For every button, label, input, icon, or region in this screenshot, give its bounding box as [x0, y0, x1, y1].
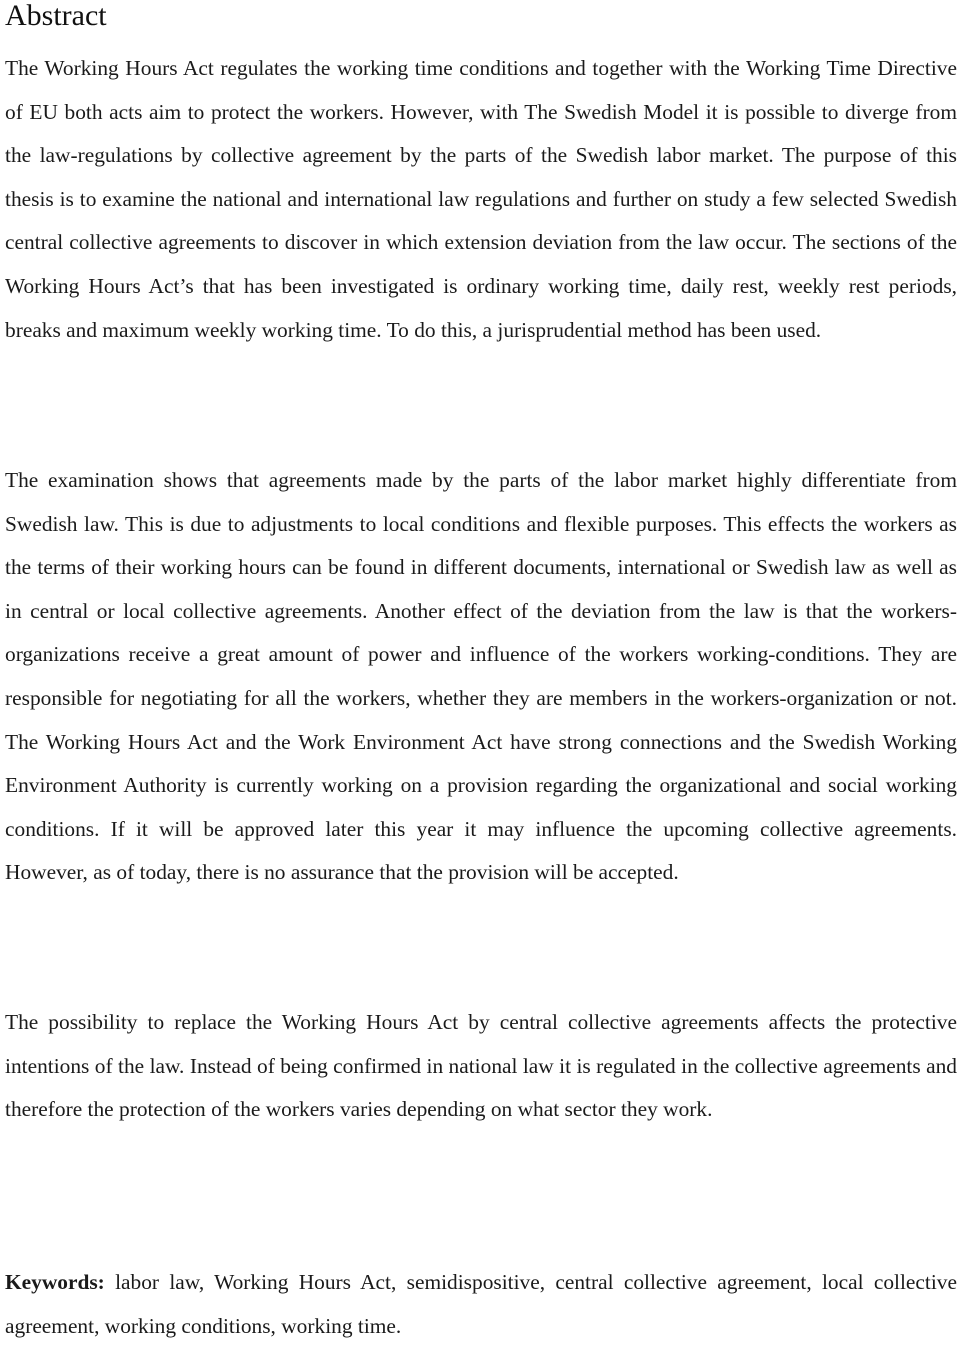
abstract-paragraph-3: The possibility to replace the Working Hours Act by central collective agreements affects the protective intentions of the law. Instead of being confirmed in national law it is regulated in the collective agreements and therefore the protection of the workers varies depending on what sector they work.: [5, 1010, 957, 1122]
keywords-text: labor law, Working Hours Act, semidispositive, central collective agreement, local collective agreement, working conditions, working time.: [5, 1270, 957, 1338]
abstract-heading: Abstract: [5, 0, 107, 32]
abstract-paragraph-2: The examination shows that agreements made by the parts of the labor market highly differentiate from Swedish law. This is due to adjustments to local conditions and flexible purposes. This effects the workers as the terms of their working hours can be found in different documents, international or Swedish law as well as in central or local collective agreements. Another effect of the deviation from the law is that the workers-organizations receive a great amount of power and influence of the workers working-conditions. They are responsible for negotiating for all the workers, whether they are members in the workers-organization or not. The Working Hours Act and the Work Environment Act have strong connections and the Swedish Working Environment Authority is currently working on a provision regarding the organizational and social working conditions. If it will be approved later this year it may influence the upcoming collective agreements. However, as of today, there is no assurance that the provision will be accepted.: [5, 468, 957, 885]
abstract-paragraph-1: The Working Hours Act regulates the working time conditions and together with the Working Time Directive of EU both acts aim to protect the workers. However, with The Swedish Model it is possible to diverge from the law-regulations by collective agreement by the parts of the Swedish labor market. The purpose of this thesis is to examine the national and international law regulations and further on study a few selected Swedish central collective agreements to discover in which extension deviation from the law occur. The sections of the Working Hours Act’s that has been investigated is ordinary working time, daily rest, weekly rest periods, breaks and maximum weekly working time. To do this, a jurisprudential method has been used.: [5, 56, 957, 342]
keywords-label: Keywords:: [5, 1270, 105, 1294]
keywords-paragraph: [5, 1261, 957, 1348]
